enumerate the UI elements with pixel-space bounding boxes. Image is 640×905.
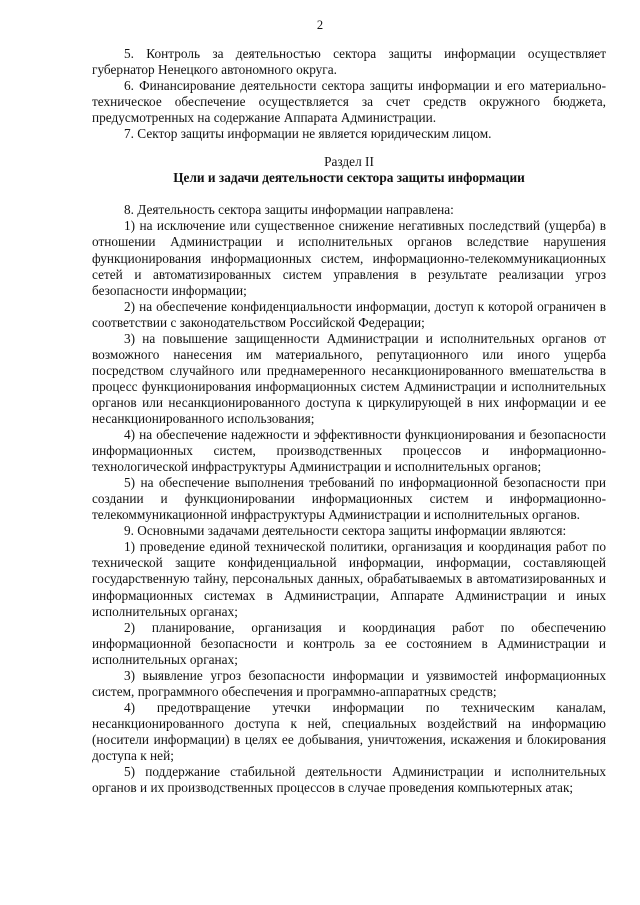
section-heading: Цели и задачи деятельности сектора защиты информации (173, 170, 525, 186)
paragraph-6: 6. Финансирование деятельности сектора защиты информации и его материально-техническое обеспечение осуществляется за счет средств окружного бюджета, предусмотренных на содержание Аппарата Администрации. (92, 78, 606, 126)
paragraph-5: 5. Контроль за деятельностью сектора защиты информации осуществляет губернатор Ненецкого автономного округа. (92, 46, 606, 78)
paragraph-8-item-2: 2) на обеспечение конфиденциальности информации, доступ к которой ограничен в соответствии с законодательством Российской Федерации; (92, 298, 606, 330)
document-body (92, 46, 606, 796)
paragraph-9-item-5: 5) поддержание стабильной деятельности Администрации и исполнительных органов и их производственных процессов в случае проведения компьютерных атак; (92, 764, 606, 796)
paragraph-8-item-1: 1) на исключение или существенное снижение негативных последствий (ущерба) в отношении Администрации и исполнительных органов вследствие нарушения функционирования информационных систем, информационно-телекоммуникационных сетей и автоматизированных систем управления в результате реализации угроз безопасности информации; (92, 218, 606, 298)
page-number: 2 (316, 18, 324, 32)
paragraph-7: 7. Сектор защиты информации не является юридическим лицом. (124, 126, 492, 142)
spacer (92, 142, 606, 154)
paragraph-9-item-4: 4) предотвращение утечки информации по техническим каналам, несанкционированного доступа к ней, специальных воздействий на информацию (носители информации) в целях ее добывания, уничтожения, искажения и блокирования доступа к ней; (92, 699, 606, 763)
paragraph-9-item-1: 1) проведение единой технической политики, организация и координация работ по технической защите конфиденциальной информации, информации, составляющей государственную тайну, персональных данных, обрабатываемых в автоматизированных и информационных системах в Администрации, Аппарате Администрации и иных исполнительных органах; (92, 539, 606, 619)
spacer (92, 186, 606, 202)
paragraph-8-item-5: 5) на обеспечение выполнения требований по информационной безопасности при создании и функционировании информационных систем и информационно-телекоммуникационной инфраструктуры Администрации и исполнительных органов. (92, 475, 606, 523)
paragraph-9-item-2: 2) планирование, организация и координация работ по обеспечению информационной безопасности и контроль за ее состоянием в Администрации и исполнительных органах; (92, 619, 606, 667)
paragraph-8-item-4: 4) на обеспечение надежности и эффективности функционирования и безопасности информационных систем, производственных процессов и информационно-технологической инфраструктуры Администрации и исполнительных органов; (92, 427, 606, 475)
paragraph-8: 8. Деятельность сектора защиты информации направлена: (124, 202, 454, 218)
section-title: Раздел II (324, 154, 374, 170)
paragraph-9-item-3: 3) выявление угроз безопасности информации и уязвимостей информационных систем, программного обеспечения и программно-аппаратных средств; (92, 667, 606, 699)
paragraph-9: 9. Основными задачами деятельности сектора защиты информации являются: (124, 523, 567, 539)
paragraph-8-item-3: 3) на повышение защищенности Администрации и исполнительных органов от возможного нанесения им материального, репутационного или иного ущерба посредством случайного или преднамеренного несанкционированного вмешательства в процесс функционирования информационных систем Администрации и исполнительных органов или несанкционированного доступа к циркулирующей в них информации и ее несанкционированного использования; (92, 330, 606, 426)
